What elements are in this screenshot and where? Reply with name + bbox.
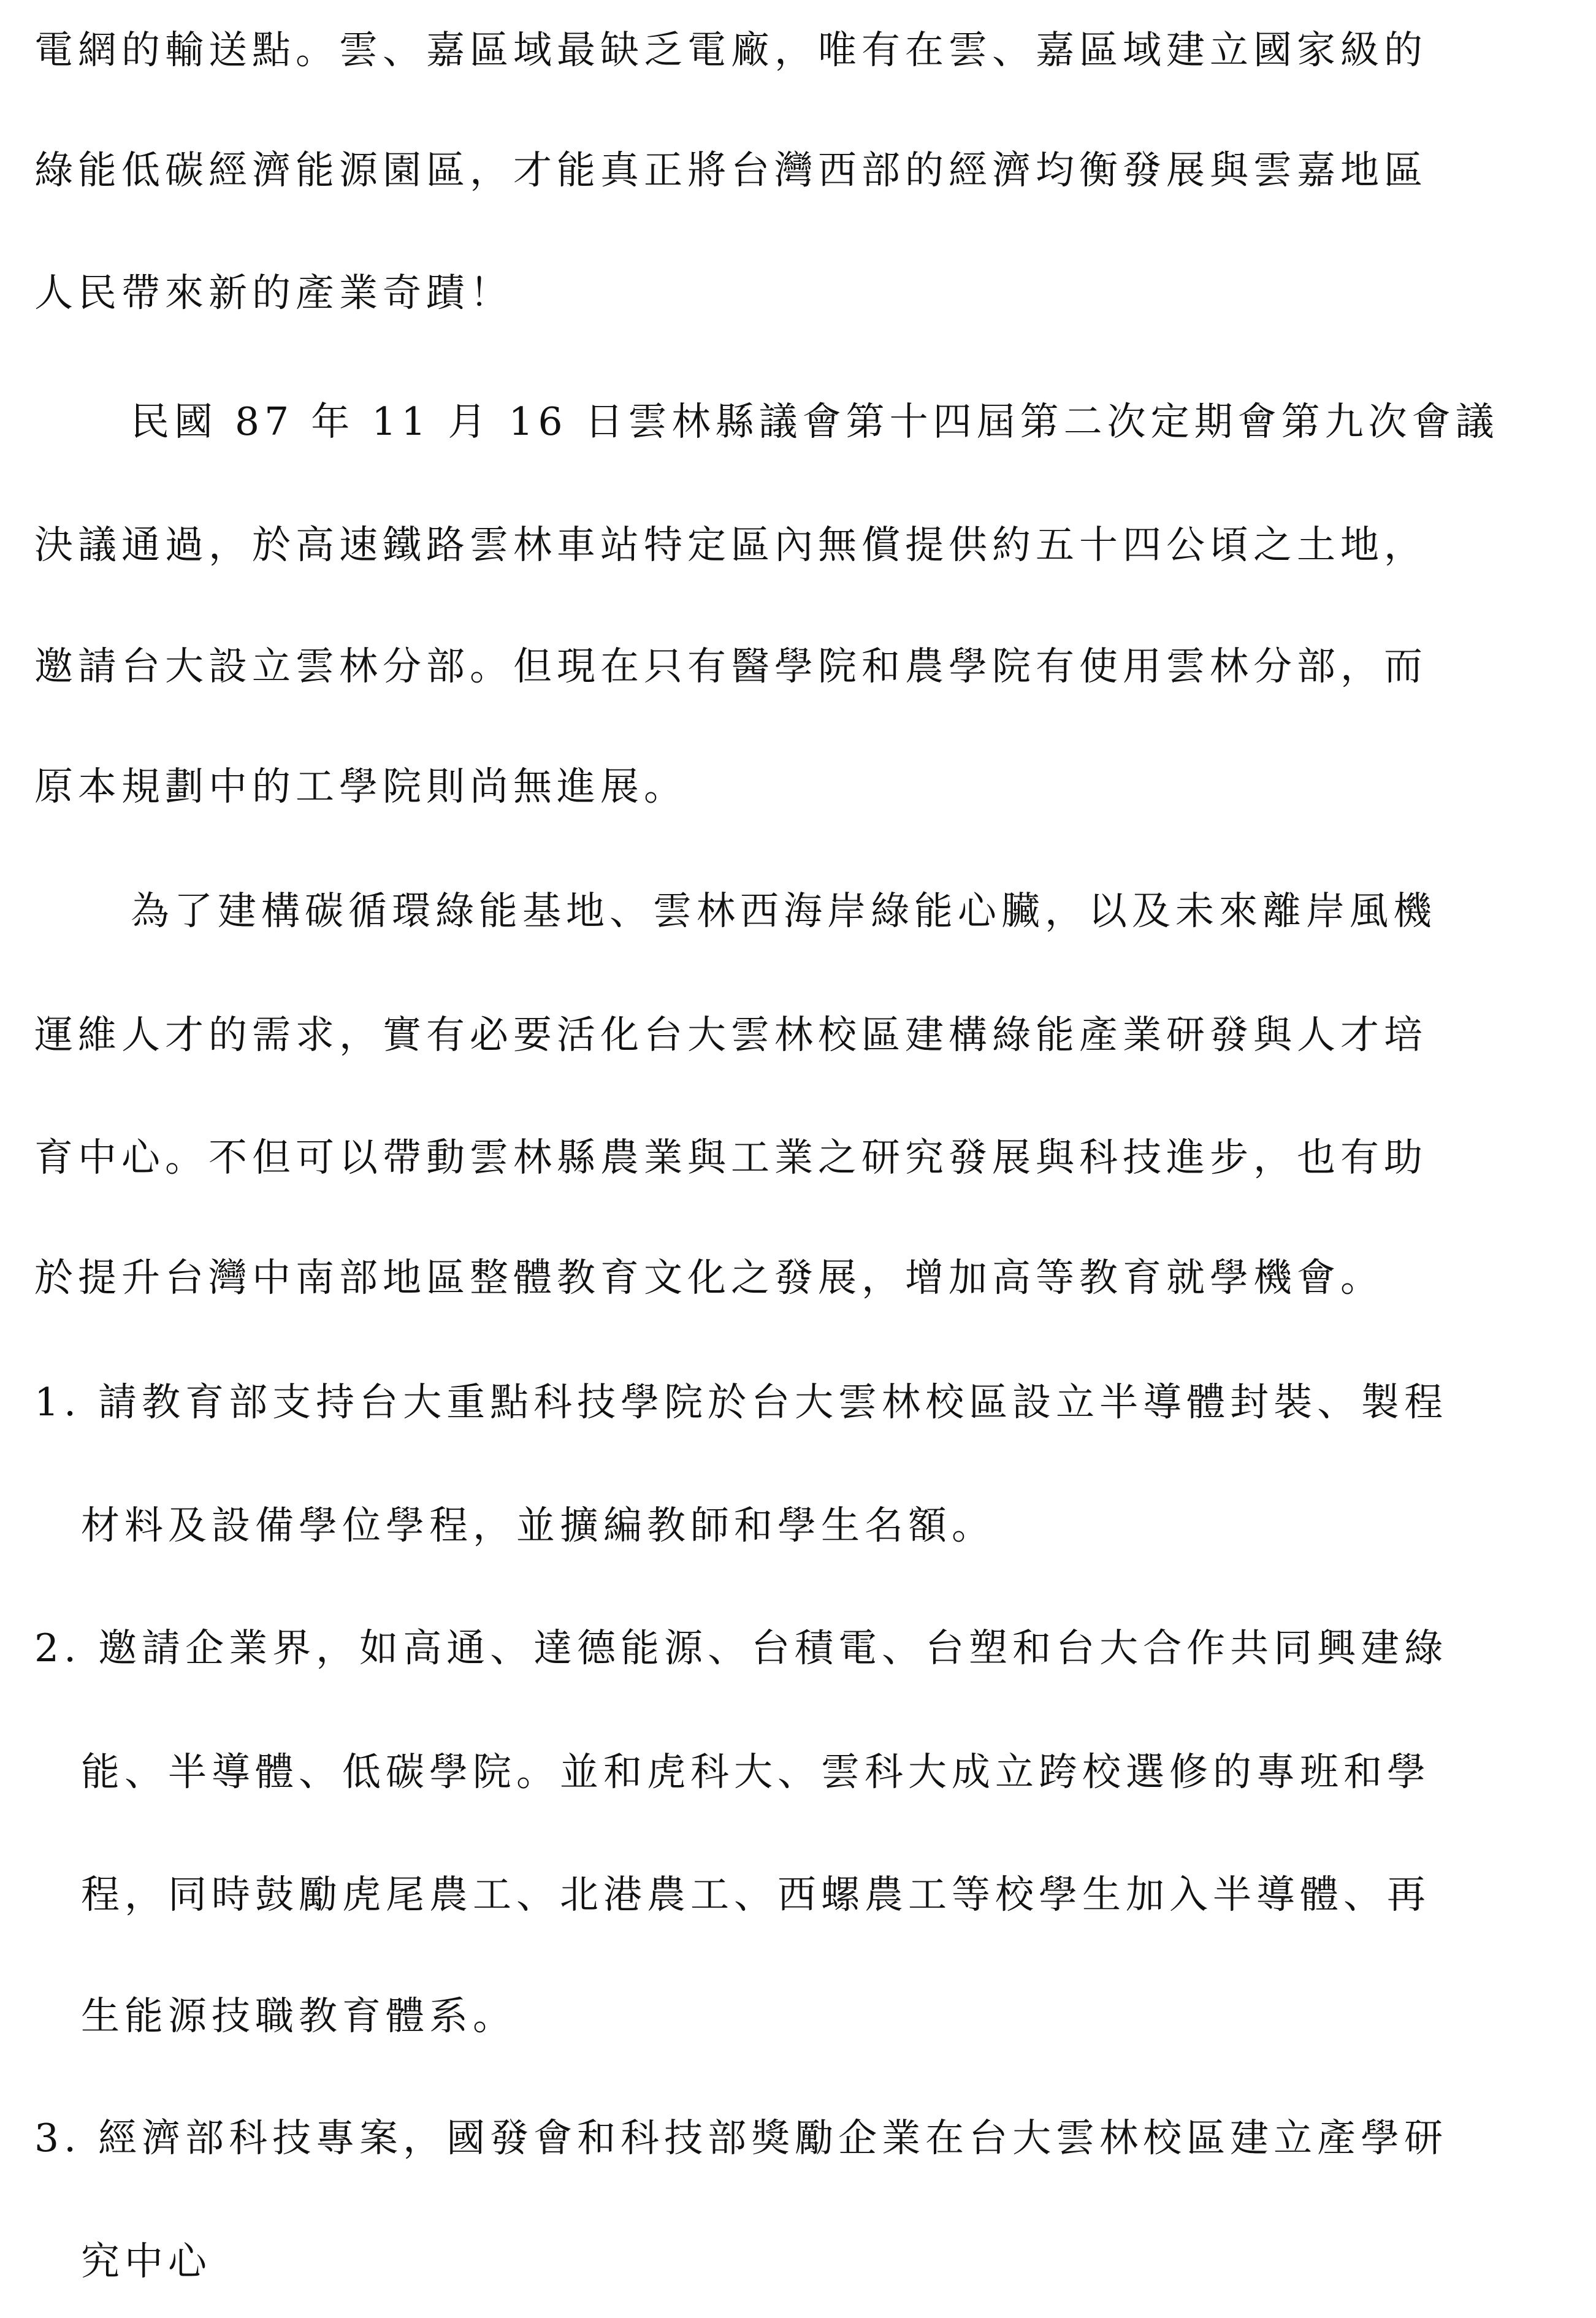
- paragraph-line: 運維人才的需求，實有必要活化台大雲林校區建構綠能產業研發與人才培: [34, 1012, 1427, 1057]
- list-item-line: 能、半導體、低碳學院。並和虎科大、雲科大成立跨校選修的專班和學: [81, 1750, 1430, 1794]
- list-item-line: 3. 經濟部科技專案，國發會和科技部獎勵企業在台大雲林校區建立產學研: [34, 2116, 1448, 2160]
- paragraph-line: 綠能低碳經濟能源園區，才能真正將台灣西部的經濟均衡發展與雲嘉地區: [34, 148, 1427, 193]
- paragraph-line: 民國 87 年 11 月 16 日雲林縣議會第十四屆第二次定期會第九次會議: [131, 399, 1499, 444]
- paragraph-line: 人民帶來新的產業奇蹟！: [34, 270, 513, 315]
- paragraph-line: 邀請台大設立雲林分部。但現在只有醫學院和農學院有使用雲林分部，而: [34, 644, 1427, 689]
- list-item-line: 2. 邀請企業界，如高通、達德能源、台積電、台塑和台大合作共同興建綠: [34, 1626, 1448, 1670]
- paragraph-line: 於提升台灣中南部地區整體教育文化之發展，增加高等教育就學機會。: [34, 1255, 1384, 1300]
- list-item-line: 1. 請教育部支持台大重點科技學院於台大雲林校區設立半導體封裝、製程: [34, 1380, 1448, 1425]
- list-item-line: 生能源技職教育體系。: [81, 1994, 516, 2038]
- paragraph-line: 決議通過，於高速鐵路雲林車站特定區內無償提供約五十四公頃之土地，: [34, 522, 1427, 567]
- paragraph-line: 育中心。不但可以帶動雲林縣農業與工業之研究發展與科技進步，也有助: [34, 1135, 1427, 1180]
- list-item-line: 材料及設備學位學程，並擴編教師和學生名額。: [81, 1503, 995, 1548]
- list-item-line: 程，同時鼓勵虎尾農工、北港農工、西螺農工等校學生加入半導體、再: [81, 1872, 1430, 1917]
- paragraph-line: 為了建構碳循環綠能基地、雲林西海岸綠能心臟，以及未來離岸風機: [131, 889, 1437, 933]
- paragraph-line: 電網的輸送點。雲、嘉區域最缺乏電廠，唯有在雲、嘉區域建立國家級的: [34, 28, 1427, 72]
- paragraph-line: 原本規劃中的工學院則尚無進展。: [34, 764, 687, 809]
- list-item-line: 究中心: [81, 2239, 212, 2284]
